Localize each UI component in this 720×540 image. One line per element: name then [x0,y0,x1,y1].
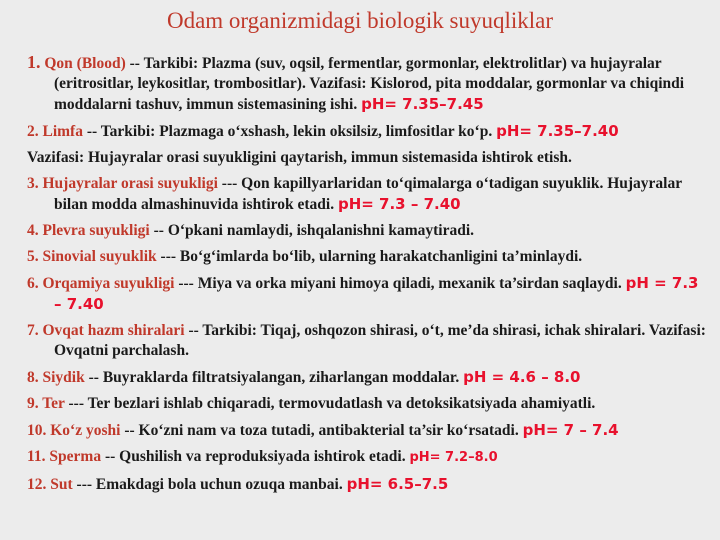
list-item-cerebrospinal [27,273,707,315]
item-number: 9. [27,395,39,412]
list-item-blood [27,52,707,115]
item-separator: -- [184,322,203,339]
item-name: Ter [42,395,65,412]
item-description: Tarkibi: Tiqaj, oshqozon shirasi, o‘t, me’da shirasi, ichak shiralari. Vazifasi: Ovqatni parchalash. [54,322,706,359]
list-item-digestive [27,321,707,361]
list-item-synovial [27,247,707,267]
item-separator: --- [217,175,242,192]
item-separator: --- [156,248,180,265]
list-item-sperm [27,447,707,468]
item-number: 8. [27,369,39,386]
item-number: 1. [27,52,41,72]
item-name: Plevra suyukligi [42,222,150,239]
list-item-sweat [27,394,707,414]
item-separator: --- [64,395,88,412]
item-ph: pH= 6.5–7.5 [346,475,449,493]
item-separator: --- [174,275,198,292]
item-description: Emakdagi bola uchun ozuqa manbai. [95,476,347,493]
item-number: 5. [27,248,39,265]
list-item-urine [27,367,707,388]
item-separator: -- [120,422,139,439]
item-description: O‘pkani namlaydi, ishqalanishni kamaytiradi. [167,222,475,239]
item-number: 3. [27,175,39,192]
item-description: Tarkibi: Plazma (suv, oqsil, fermentlar, gormonlar, elektrolitlar) va hujayralar (eritrositlar, leykositlar, trombositlar). Vazifasi: Kislorod, pita moddalar, gormonlar va chiqindi moddalarni tashuv, immun sistemasining ishi. [54,55,685,113]
item-description: Bo‘g‘imlarda bo‘lib, ularning harakatchanligini ta’minlaydi. [179,248,583,265]
item-separator: -- [125,55,144,72]
item-separator: -- [84,369,103,386]
item-name: Orqamiya suyukligi [42,275,175,292]
item-name: Ovqat hazm shiralari [42,322,185,339]
item-name: Ko‘z yoshi [50,422,121,439]
item-number: 11. [27,448,46,465]
item-separator: -- [149,222,168,239]
item-description: Qushilish va reproduksiyada ishtirok etadi. [119,448,410,465]
item-number: 6. [27,275,39,292]
item-ph: pH= 7 – 7.4 [522,421,619,439]
item-description: Tarkibi: Plazmaga o‘xshash, lekin oksilsiz, limfositlar ko‘p. [100,123,497,140]
fluid-list [27,52,707,501]
item-separator: -- [101,448,120,465]
item-name: Sinovial suyuklik [42,248,157,265]
list-item-lymph-function [27,148,707,168]
item-number: 12. [27,476,47,493]
item-ph: pH= 7.2–8.0 [409,450,498,465]
slide-title: Odam organizmidagi biologik suyuqliklar [166,8,554,33]
item-separator: -- [82,123,101,140]
item-number: 4. [27,222,39,239]
item-name: Sperma [49,448,102,465]
item-name: Siydik [42,369,85,386]
list-item-pleural [27,221,707,241]
item-ph: pH = 4.6 – 8.0 [463,368,581,386]
item-name: Hujayralar orasi suyukligi [42,175,218,192]
item-name: Limfa [42,123,83,140]
item-ph: pH= 7.35–7.45 [361,95,484,113]
list-item-milk [27,474,707,495]
item-ph: pH = 7.3 – 7.40 [54,274,699,313]
item-description: Miya va orka miyani himoya qiladi, mexanik ta’sirdan saqlaydi. [197,275,626,292]
item-separator: --- [72,476,96,493]
item-number: 7. [27,322,39,339]
item-description: Ko‘zni nam va toza tutadi, antibakterial ta’sir ko‘rsatadi. [138,422,523,439]
item-ph: pH= 7.3 – 7.40 [337,195,461,213]
item-description: Buyraklarda filtratsiyalangan, ziharlangan moddalar. [102,369,464,386]
list-item-tears [27,420,707,441]
item-description: Vazifasi: Hujayralar orasi suyukligini qaytarish, immun sistemasida ishtirok etish. [27,149,572,166]
item-number: 10. [27,422,47,439]
item-description: Qon kapillyarlaridan to‘qimalarga o‘tadigan suyuklik. Hujayralar bilan modda almashinuvida ishtirok etadi. [54,175,682,213]
item-description: Ter bezlari ishlab chiqaradi, termovudatlash va detoksikatsiyada ahamiyatli. [87,395,596,412]
item-ph: pH= 7.35–7.40 [496,122,619,140]
list-item-interstitial [27,174,707,215]
item-number: 2. [27,123,39,140]
list-item-lymph [27,121,707,142]
item-name: Sut [50,476,73,493]
item-name: Qon (Blood) [44,55,126,72]
